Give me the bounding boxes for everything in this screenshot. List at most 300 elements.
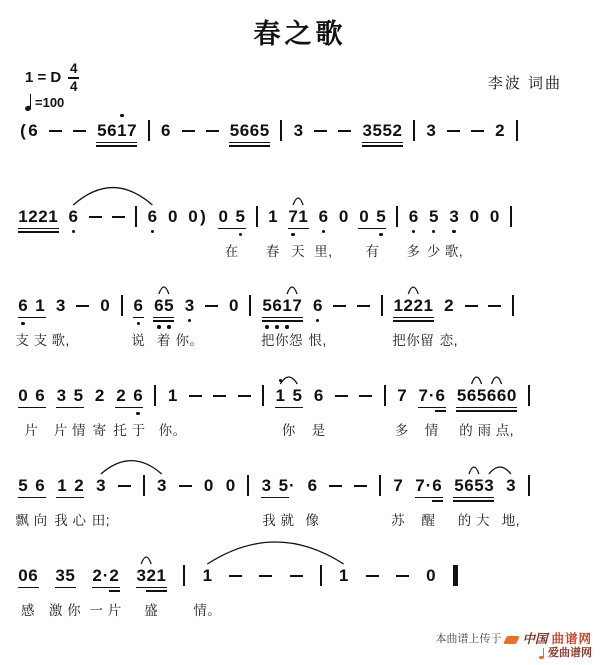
lyric: 的 雨 点, [459, 423, 514, 438]
note-digits [230, 121, 270, 140]
duration-dash [49, 130, 62, 132]
note-char: 5 [474, 476, 484, 495]
beam-underline [73, 497, 84, 499]
duration-dash [179, 485, 192, 487]
octave-dot-below [21, 322, 24, 325]
octave-dot-below [151, 230, 154, 233]
note-group [426, 121, 436, 140]
note-digits [339, 207, 349, 226]
lyric: 你。 [158, 423, 187, 438]
note-char: 3 [362, 121, 372, 140]
note-char: 5 [260, 121, 270, 140]
note-char: 6 [432, 476, 442, 495]
note-group [426, 207, 441, 259]
beam-underline [48, 231, 59, 233]
note-digits [57, 476, 84, 495]
watermark-sub-row [435, 647, 592, 660]
slur-arc [469, 467, 479, 474]
note-char [126, 386, 133, 405]
note-char: · [289, 476, 295, 495]
note-digits [154, 296, 174, 315]
beam-underline [292, 407, 303, 409]
beam-underline [375, 228, 386, 230]
note-digits [168, 207, 178, 226]
lyric: 多 [394, 423, 409, 438]
note-char: 1 [35, 296, 45, 315]
note-char: 2 [413, 296, 423, 315]
note-group [18, 386, 45, 438]
note-char: 6 [467, 386, 477, 405]
music-line [18, 566, 458, 618]
note-group [53, 386, 86, 438]
lyric: 一 片 [89, 603, 122, 618]
note-digits [318, 207, 328, 226]
note-digits [18, 121, 38, 140]
note-char: 2 [28, 207, 38, 226]
slur-arc [159, 287, 169, 294]
beam-underline [126, 142, 137, 144]
note-group [444, 207, 464, 259]
note-char: 6 [497, 386, 507, 405]
note-group [136, 566, 166, 618]
beam-underline [109, 590, 120, 592]
note-char: 1 [18, 207, 28, 226]
note-group [48, 566, 82, 618]
note-group [311, 386, 326, 438]
beam-underline [156, 590, 167, 592]
beam-underline [259, 145, 270, 147]
music-line [18, 121, 518, 141]
note-group [265, 207, 280, 259]
note-group [168, 207, 178, 226]
note-char: 2 [38, 207, 48, 226]
note-digits [444, 296, 454, 315]
note-group [18, 121, 38, 140]
barline [381, 295, 383, 316]
note-digits [18, 296, 45, 315]
note-group [193, 566, 222, 618]
beam-underline [109, 587, 120, 589]
note-group [18, 207, 58, 226]
note-char: 2 [403, 296, 413, 315]
song-title: 春之歌 [253, 19, 347, 49]
duration-dash [333, 305, 346, 307]
note-digits [449, 207, 459, 226]
lyric: 多 [406, 244, 421, 259]
note-char: 1 [48, 207, 58, 226]
note-char: 7 [288, 207, 298, 226]
note-char: 0 [167, 207, 178, 226]
note-char: 5 [376, 207, 386, 226]
lyric: 说 [131, 333, 146, 348]
duration-dash [335, 395, 348, 397]
composer-credit: 李波 词曲 [487, 75, 562, 92]
note-digits [96, 476, 106, 495]
lyric: 醒 [421, 513, 436, 528]
note-char: 6 [240, 121, 250, 140]
note-char: 6 [307, 476, 318, 495]
note-char: 6 [35, 476, 45, 495]
octave-dot-below [316, 319, 319, 322]
note-char: 2 [146, 566, 156, 585]
note-digits [184, 296, 194, 315]
note-char: 3 [426, 121, 436, 140]
barline [512, 295, 514, 316]
beam-underline [483, 500, 494, 502]
note-digits [429, 207, 439, 226]
beam-underline [65, 587, 76, 589]
note-char: 1 [423, 296, 433, 315]
lyric: 飘 向 [15, 513, 48, 528]
lyric: 里, [314, 244, 333, 259]
music-note-icon [539, 648, 546, 659]
note-digits [409, 207, 419, 226]
lyric: 恋, [439, 333, 459, 348]
beam-underline [35, 407, 46, 409]
note-digits [506, 476, 516, 495]
note-digits [136, 566, 166, 585]
note-group [158, 386, 187, 438]
note-group [418, 386, 445, 438]
note-group [147, 207, 157, 226]
note-group [113, 386, 146, 438]
note-char: 0 [426, 566, 436, 585]
note-char: 6 [409, 207, 419, 226]
note-char: 3 [55, 296, 66, 315]
slur-layer [18, 538, 458, 568]
duration-dash [290, 575, 303, 577]
duration-dash [76, 305, 89, 307]
barline [528, 385, 530, 406]
note-digits [95, 386, 105, 405]
note-digits [147, 207, 157, 226]
slur-arc [207, 542, 343, 564]
beam-underline [132, 407, 143, 409]
note-group [188, 207, 208, 226]
note-digits [314, 386, 324, 405]
octave-dot-below [137, 322, 140, 325]
note-char: 2 [392, 121, 402, 140]
note-char: 2 [92, 566, 102, 585]
note-char: 6 [272, 296, 282, 315]
note-digits [116, 386, 143, 405]
note-group [161, 121, 171, 140]
note-digits [218, 207, 245, 226]
note-char [67, 476, 74, 495]
lyric: 片 情 [53, 423, 86, 438]
note-digits [226, 476, 236, 495]
note-digits [415, 476, 442, 495]
note-group [218, 207, 245, 259]
note-digits [359, 207, 386, 226]
note-digits [157, 476, 167, 495]
note-digits [56, 386, 83, 405]
duration-dash [471, 130, 484, 132]
note-char: 6 [487, 386, 497, 405]
note-char: 3 [484, 476, 494, 495]
note-char: 6 [250, 121, 260, 140]
note-char: 5 [230, 121, 240, 140]
note-char [28, 386, 35, 405]
octave-dot-above [279, 379, 282, 382]
brand-swoosh-icon [504, 636, 521, 644]
note-char: 6 [28, 566, 38, 585]
duration-dash [189, 395, 202, 397]
note-char: 5 [97, 121, 107, 140]
music-line [15, 296, 514, 348]
note-char: 1 [393, 296, 403, 315]
note-group [426, 566, 436, 585]
note-group [175, 296, 204, 348]
note-digits [495, 121, 505, 140]
note-char: · [428, 386, 435, 405]
duration-dash [359, 395, 372, 397]
note-char [271, 476, 278, 495]
note-char: 6 [107, 121, 117, 140]
beam-underline [435, 410, 446, 412]
duration-dash [112, 216, 125, 218]
lyric: 地, [501, 513, 521, 528]
beam-underline [392, 142, 403, 144]
beam-underline [133, 317, 144, 319]
note-group [314, 207, 333, 259]
note-digits [426, 121, 436, 140]
note-char: 6 [35, 386, 45, 405]
note-char: 2 [495, 121, 505, 140]
duration-dash [205, 305, 218, 307]
final-barline [453, 565, 458, 586]
note-char: 5 [164, 296, 174, 315]
brand-name-rest: 曲谱网 [551, 632, 592, 646]
beam-underline [432, 497, 443, 499]
note-digits [293, 121, 303, 140]
note-char: 6 [133, 386, 143, 405]
beam-underline [292, 320, 303, 322]
note-char: 2 [116, 386, 126, 405]
lyric: 你。 [175, 333, 204, 348]
slur-layer [18, 179, 512, 209]
beam-underline [423, 317, 434, 319]
octave-dot-below [432, 230, 435, 233]
lyric: 把你怨 [261, 333, 304, 348]
lyric: 的 大 [457, 513, 491, 528]
note-char: 6 [133, 296, 143, 315]
note-char: 0 [225, 476, 236, 495]
lyric: 托 于 [113, 423, 146, 438]
barline [249, 295, 251, 316]
octave-dot-below [452, 230, 455, 233]
beam-underline [506, 410, 517, 412]
duration-dash [314, 130, 327, 132]
lyric: 有 [365, 244, 380, 259]
note-char: 0 [489, 207, 500, 226]
note-char: 0 [469, 207, 480, 226]
barline [510, 206, 512, 227]
note-char [28, 476, 35, 495]
note-digits [262, 296, 302, 315]
octave-dot-below [291, 233, 294, 236]
lyric: 春 [265, 244, 280, 259]
note-char: 6 [68, 207, 78, 226]
note-char: 5 [278, 476, 288, 495]
note-group [339, 566, 349, 585]
beam-underline [435, 407, 446, 409]
duration-dash [357, 305, 370, 307]
note-char: 1 [268, 207, 278, 226]
note-group [454, 476, 494, 528]
lyric: 支 支 [15, 333, 48, 348]
note-group [288, 207, 308, 259]
note-digits [18, 476, 45, 495]
beam-underline [48, 228, 59, 230]
barline [528, 475, 530, 496]
barline [396, 206, 398, 227]
note-group [415, 476, 442, 528]
lyric: 盛 [144, 603, 159, 618]
slur-layer [18, 448, 530, 478]
duration-dash [182, 130, 195, 132]
lyric: 在 [224, 244, 239, 259]
beam-underline [432, 500, 443, 502]
lyric: 片 [24, 423, 39, 438]
lyric: 情。 [193, 603, 222, 618]
octave-dot-below [322, 230, 325, 233]
beam-underline [292, 317, 303, 319]
lyric: 我 就 [262, 513, 295, 528]
barline [247, 475, 249, 496]
lyric: 我 心 [54, 513, 87, 528]
barline [379, 475, 381, 496]
note-digits [418, 386, 445, 405]
note-group [229, 296, 239, 315]
duration-dash [338, 130, 351, 132]
slur-arc [472, 377, 482, 384]
note-char: 0 [18, 386, 28, 405]
barline [280, 120, 282, 141]
music-line [18, 386, 530, 438]
note-group [392, 296, 435, 348]
note-char: 5 [18, 476, 28, 495]
note-char: 0 [18, 566, 28, 585]
lyric: 歌, [51, 333, 70, 348]
note-char: 7 [127, 121, 137, 140]
note-char: 3 [156, 476, 167, 495]
note-digits [133, 296, 143, 315]
note-digits [204, 476, 214, 495]
beam-underline [163, 317, 174, 319]
note-char: 3 [261, 476, 271, 495]
note-group [490, 207, 500, 226]
slur-arc [408, 287, 418, 294]
lyric: 着 [156, 333, 171, 348]
note-digits [56, 296, 66, 315]
note-char: 5 [73, 386, 83, 405]
slur-arc [489, 467, 511, 474]
slur-arc [101, 461, 162, 474]
note-char: 3 [506, 476, 516, 495]
note-digits [268, 207, 278, 226]
note-digits [426, 566, 436, 585]
watermark-main-row [435, 633, 592, 646]
slur-arc [293, 198, 303, 205]
octave-dot-below [136, 412, 139, 415]
score-area [15, 0, 588, 618]
lyric: 歌, [444, 244, 464, 259]
note-char: 3 [293, 121, 304, 140]
octave-dot-below [188, 319, 191, 322]
note-group [394, 386, 409, 438]
lyric: 少 [426, 244, 441, 259]
note-char: 0 [359, 207, 369, 226]
duration-dash [447, 130, 460, 132]
duration-dash [118, 485, 131, 487]
lyric: 天 [291, 244, 306, 259]
music-line [15, 476, 530, 528]
note-char: 1 [167, 386, 178, 405]
note-digits [202, 566, 212, 585]
lyric: 情 [424, 423, 439, 438]
barline [143, 475, 145, 496]
note-char: 1 [117, 121, 127, 140]
note-group [226, 476, 236, 495]
beam-underline [28, 587, 39, 589]
barline [256, 206, 258, 227]
key-label: 1 = D [25, 69, 62, 87]
note-char [66, 386, 73, 405]
lyric: 像 [305, 513, 320, 528]
barline [262, 385, 264, 406]
duration-dash [206, 130, 219, 132]
note-group [305, 476, 320, 528]
note-char: 5 [429, 207, 439, 226]
lyric: 把你留 [392, 333, 435, 348]
note-char: 2 [444, 296, 454, 315]
note-group [391, 476, 406, 528]
note-digits [313, 296, 323, 315]
time-denominator: 4 [70, 79, 78, 94]
note-char: 0 [338, 207, 349, 226]
lyric: 感 [21, 603, 35, 618]
octave-dot-below [412, 230, 415, 233]
lyric: 你 [281, 423, 296, 438]
note-group [308, 296, 327, 348]
note-char: 5 [477, 386, 487, 405]
octave-dot-below [72, 230, 75, 233]
beam-underline [73, 407, 84, 409]
note-char: 6 [154, 296, 164, 315]
beam-underline [423, 320, 434, 322]
barline [413, 120, 415, 141]
note-digits [457, 386, 517, 405]
note-char: 1 [298, 207, 308, 226]
note-digits [188, 207, 208, 226]
note-char: 5 [65, 566, 75, 585]
duration-dash [259, 575, 272, 577]
note-char: 5 [382, 121, 392, 140]
note-digits [161, 121, 171, 140]
note-digits [97, 121, 137, 140]
watermark [435, 633, 592, 660]
duration-dash [213, 395, 226, 397]
note-char: 6 [313, 386, 324, 405]
barline [183, 565, 185, 586]
note-char: 0 [100, 296, 110, 315]
duration-dash [238, 395, 251, 397]
note-digits [261, 476, 295, 495]
octave-dot-below [239, 233, 242, 236]
note-char: 5 [292, 386, 302, 405]
note-char: 1 [275, 386, 285, 405]
